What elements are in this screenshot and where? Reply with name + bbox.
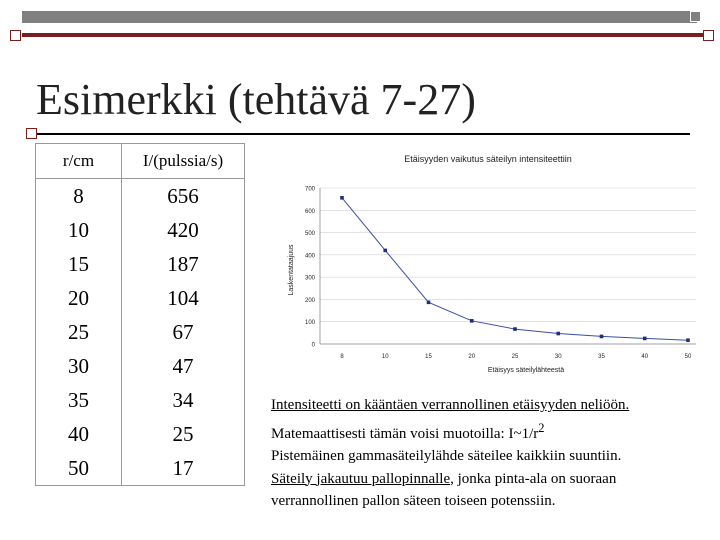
caption-superscript: 2 — [538, 420, 545, 435]
x-tick-label: 30 — [554, 354, 562, 360]
x-tick-label: 20 — [468, 354, 476, 360]
y-tick-label: 600 — [304, 208, 315, 215]
data-point — [427, 301, 431, 305]
decor-line — [22, 33, 708, 37]
line-chart — [278, 148, 708, 380]
cell-i: 34 — [122, 383, 245, 417]
caption-line — [271, 445, 711, 468]
data-point — [643, 337, 647, 341]
decor-square — [10, 30, 21, 41]
caption-line-2: Matemaattisesti tämän voisi muotoilla: I~1/r — [271, 425, 539, 442]
data-point — [600, 335, 604, 339]
series — [340, 196, 690, 342]
top-decor-square — [690, 11, 701, 22]
caption-line-4-rest: jonka pinta-ala on suoraan — [453, 470, 617, 487]
cell-i: 25 — [122, 417, 245, 451]
column-header-i: I/(pulssia/s) — [122, 144, 245, 179]
axes — [305, 187, 696, 361]
x-axis-label: Etäisyys säteilylähteestä — [487, 367, 565, 374]
x-tick-label: 8 — [340, 354, 344, 360]
data-point — [383, 249, 387, 253]
caption-line-4-underlined: Säteily jakautuu pallopinnalle, — [271, 470, 454, 487]
x-tick-label: 35 — [598, 354, 605, 360]
cell-i: 17 — [122, 451, 245, 486]
table-row — [36, 417, 245, 451]
cell-r: 20 — [36, 281, 122, 315]
table-row — [36, 213, 245, 247]
caption-line — [271, 468, 711, 491]
cell-i: 67 — [122, 315, 245, 349]
data-table — [35, 143, 245, 486]
top-decor-bar — [22, 11, 697, 23]
cell-r: 15 — [36, 247, 122, 281]
table-header-row — [36, 144, 245, 179]
cell-r: 35 — [36, 383, 122, 417]
x-tick-label: 25 — [511, 354, 519, 360]
decor-square — [703, 30, 714, 41]
y-tick-label: 700 — [304, 186, 315, 193]
x-tick-label: 40 — [641, 354, 649, 360]
x-tick-label: 15 — [425, 354, 432, 360]
grid — [320, 188, 696, 344]
data-point — [470, 319, 474, 323]
cell-i: 187 — [122, 247, 245, 281]
cell-i: 47 — [122, 349, 245, 383]
cell-i: 420 — [122, 213, 245, 247]
caption-line-5: verrannollinen pallon säteen toiseen potenssiin. — [271, 493, 556, 509]
cell-i: 104 — [122, 281, 245, 315]
cell-r: 30 — [36, 349, 122, 383]
data-point — [556, 332, 560, 336]
y-tick-label: 100 — [304, 320, 315, 327]
caption-text — [271, 394, 711, 513]
y-tick-label: 300 — [304, 275, 315, 282]
caption-line — [271, 394, 711, 417]
chart-title: Etäisyyden vaikutus säteilyn intensiteettiin — [404, 154, 572, 164]
cell-r: 25 — [36, 315, 122, 349]
data-point — [340, 196, 344, 200]
cell-r: 8 — [36, 179, 122, 214]
column-header-r: r/cm — [36, 144, 122, 179]
x-tick-label: 50 — [684, 354, 692, 360]
y-tick-label: 200 — [304, 297, 315, 304]
data-point — [513, 327, 517, 331]
y-tick-label: 500 — [304, 231, 315, 238]
cell-r: 40 — [36, 417, 122, 451]
slide-title: Esimerkki (tehtävä 7-27) — [36, 75, 476, 124]
decor-square — [26, 128, 37, 139]
series-line — [342, 198, 688, 340]
table-row — [36, 281, 245, 315]
table-row — [36, 315, 245, 349]
title-underline — [36, 133, 690, 135]
table-row — [36, 383, 245, 417]
data-point — [686, 338, 690, 342]
cell-i: 656 — [122, 179, 245, 214]
x-tick-label: 10 — [381, 354, 389, 360]
caption-line-1: Intensiteetti on kääntäen verrannollinen etäisyyden neliöön. — [271, 397, 630, 413]
caption-line — [271, 490, 711, 513]
cell-r: 50 — [36, 451, 122, 486]
cell-r: 10 — [36, 213, 122, 247]
table-row — [36, 247, 245, 281]
table-row — [36, 349, 245, 383]
caption-line-3: Pistemäinen gammasäteilylähde säteilee kaikkiin suuntiin. — [271, 448, 622, 464]
table-row — [36, 451, 245, 486]
y-tick-label: 0 — [311, 342, 315, 349]
table-row — [36, 179, 245, 214]
y-axis-label: Laskentataajuus — [288, 244, 295, 296]
y-tick-label: 400 — [304, 253, 315, 260]
caption-line — [271, 417, 711, 446]
